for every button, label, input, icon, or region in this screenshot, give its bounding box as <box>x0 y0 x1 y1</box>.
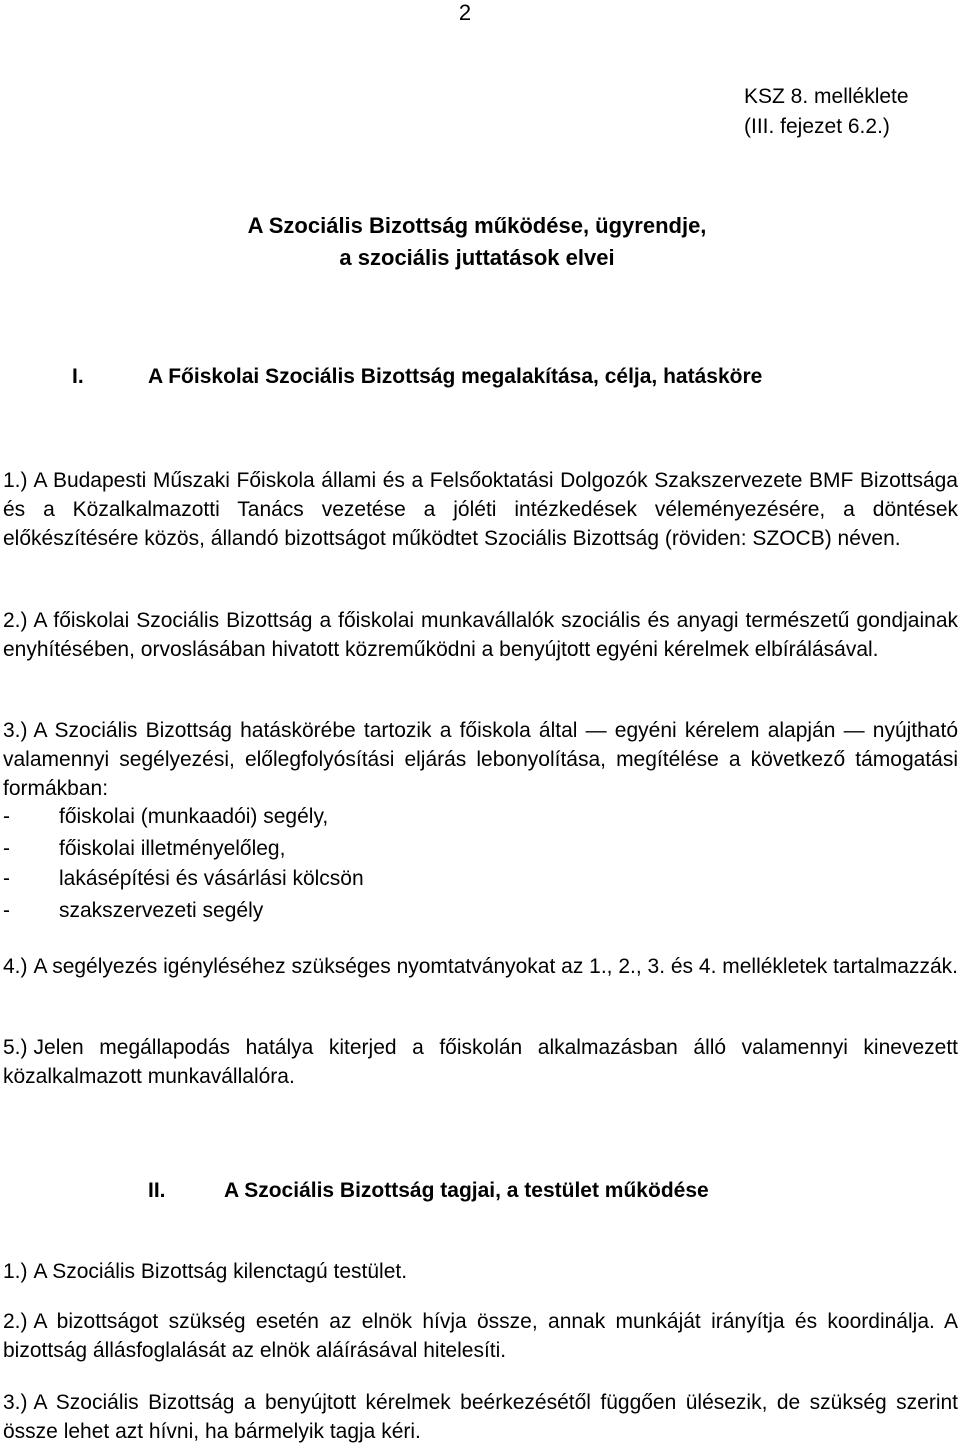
paragraph-number: 2.) <box>3 1310 28 1333</box>
section-1-paragraph-5 <box>3 1033 958 1091</box>
list-item-text: szakszervezeti segély <box>59 899 264 922</box>
section-2-number: II. <box>148 1179 166 1202</box>
annex-line-2: (III. fejezet 6.2.) <box>744 115 890 138</box>
support-form-item-2 <box>3 834 285 863</box>
paragraph-text: A Szociális Bizottság hatáskörébe tartozik a főiskola által — egyéni kérelem alapján — nyújtható valamennyi segélyezési, előlegfolyósítási eljárás lebonyolítása, megítélése a következő támogatási formákban: <box>3 719 958 800</box>
section-2-heading <box>148 1176 709 1205</box>
paragraph-text: A Budapesti Műszaki Főiskola állami és a Felsőoktatási Dolgozók Szakszervezete BMF Bizottsága és a Közalkalmazotti Tanács vezetése a jóléti intézkedések véleményezésére, a döntések előkészítésére közös, állandó bizottságot működtet Szociális Bizottság (röviden: SZOCB) néven. <box>3 469 958 550</box>
paragraph-text: A Szociális Bizottság kilenctagú testület. <box>33 1260 408 1283</box>
paragraph-text: A Szociális Bizottság a benyújtott kérelmek beérkezésétől függően ülésezik, de szükség szerint össze lehet azt hívni, ha bármelyik tagja kéri. <box>3 1391 958 1443</box>
list-dash: - <box>3 837 10 860</box>
section-2-paragraph-3 <box>3 1388 958 1446</box>
support-form-item-4 <box>3 896 263 925</box>
paragraph-text: A bizottságot szükség esetén az elnök hívja össze, annak munkáját irányítja és koordinálja. A bizottság állásfoglalását az elnök aláírásával hitelesíti. <box>3 1310 958 1362</box>
section-2-title: A Szociális Bizottság tagjai, a testület működése <box>224 1179 709 1202</box>
section-2-paragraph-1 <box>3 1257 958 1286</box>
paragraph-text: A segélyezés igényléséhez szükséges nyomtatványokat az 1., 2., 3. és 4. mellékletek tartalmazzák. <box>33 955 958 978</box>
section-1-paragraph-4 <box>3 952 958 981</box>
paragraph-number: 3.) <box>3 1391 28 1414</box>
document-title <box>0 210 954 274</box>
annex-reference <box>744 82 909 142</box>
document-title-line-1: A Szociális Bizottság működése, ügyrendje, <box>247 213 707 238</box>
section-1-paragraph-3 <box>3 716 958 803</box>
list-item-text: lakásépítési és vásárlási kölcsön <box>59 867 364 890</box>
paragraph-number: 5.) <box>3 1036 28 1059</box>
support-form-item-3 <box>3 864 364 893</box>
paragraph-text: A főiskolai Szociális Bizottság a főiskolai munkavállalók szociális és anyagi természetű gondjainak enyhítésében, orvoslásában hivatott közreműködni a benyújtott egyéni kérelmek elbírálásával. <box>3 609 958 661</box>
page-number: 2 <box>458 0 472 25</box>
paragraph-number: 1.) <box>3 1260 28 1283</box>
paragraph-number: 2.) <box>3 609 28 632</box>
section-1-paragraph-1 <box>3 466 958 553</box>
list-item-text: főiskolai (munkaadói) segély, <box>59 805 329 828</box>
annex-line-1: KSZ 8. melléklete <box>744 85 909 108</box>
section-1-number: I. <box>72 365 84 388</box>
paragraph-number: 3.) <box>3 719 28 742</box>
document-title-line-2: a szociális juttatások elvei <box>339 245 615 270</box>
section-1-heading <box>72 362 762 391</box>
list-dash: - <box>3 899 10 922</box>
list-item-text: főiskolai illetményelőleg, <box>59 837 286 860</box>
list-dash: - <box>3 867 10 890</box>
section-2-paragraph-2 <box>3 1307 958 1365</box>
section-1-title: A Főiskolai Szociális Bizottság megalakítása, célja, hatásköre <box>148 365 763 388</box>
paragraph-number: 1.) <box>3 469 28 492</box>
section-1-paragraph-2 <box>3 606 958 664</box>
support-form-item-1 <box>3 802 328 831</box>
paragraph-text: Jelen megállapodás hatálya kiterjed a főiskolán alkalmazásban álló valamennyi kinevezett közalkalmazott munkavállalóra. <box>3 1036 958 1088</box>
list-dash: - <box>3 805 10 828</box>
paragraph-number: 4.) <box>3 955 28 978</box>
